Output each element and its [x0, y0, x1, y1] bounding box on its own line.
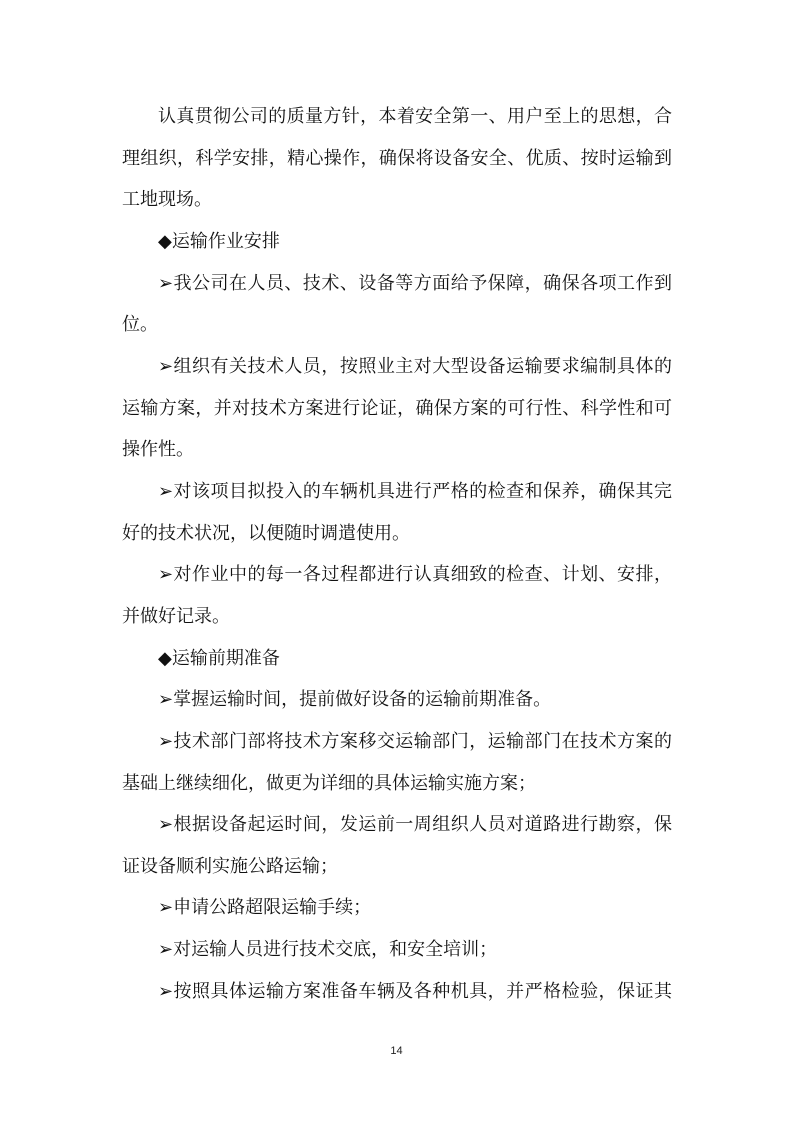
text-line: ➢申请公路超限运输手续；: [158, 897, 372, 919]
list-item: [122, 554, 672, 637]
text-line: ➢掌握运输时间，提前做好设备的运输前期准备。: [158, 689, 552, 711]
paragraph: [122, 96, 672, 221]
list-item: [122, 679, 672, 721]
text-line: 并做好记录。: [122, 605, 230, 627]
text-line: 运输方案，并对技术方案进行论证，确保方案的可行性、科学性和可: [122, 397, 672, 419]
text-line: ➢对该项目拟投入的车辆机具进行严格的检查和保养，确保其完: [158, 480, 672, 502]
text-line: ➢组织有关技术人员，按照业主对大型设备运输要求编制具体的: [158, 355, 672, 377]
text-line: ➢对作业中的每一各过程都进行认真细致的检查、计划、安排，: [158, 564, 672, 586]
text-line: 好的技术状况，以便随时调遣使用。: [122, 522, 410, 544]
text-line: 认真贯彻公司的质量方针，本着安全第一、用户至上的思想，合: [158, 106, 672, 127]
list-item: [122, 721, 672, 804]
text-line: ➢我公司在人员、技术、设备等方面给予保障，确保各项工作到: [158, 272, 672, 294]
text-line: 工地现场。: [122, 189, 212, 211]
text-line: 理组织，科学安排，精心操作，确保将设备安全、优质、按时运输到: [122, 147, 672, 169]
list-item: [122, 887, 672, 929]
text-line: 基础上继续细化，做更为详细的具体运输实施方案；: [122, 772, 536, 794]
list-item: [122, 346, 672, 471]
list-item: [122, 929, 672, 971]
section-heading-text: ◆运输前期准备: [158, 647, 280, 669]
document-body: [122, 96, 672, 1012]
list-item: [122, 263, 672, 346]
page-number: 14: [390, 1045, 403, 1057]
text-line: ➢对运输人员进行技术交底，和安全培训；: [158, 939, 498, 961]
text-line: 位。: [122, 314, 158, 336]
section-heading: [122, 638, 672, 680]
list-item: [122, 471, 672, 554]
list-item: [122, 971, 672, 1013]
text-line: ➢技术部门部将技术方案移交运输部门，运输部门在技术方案的: [158, 730, 672, 752]
section-heading: [122, 221, 672, 263]
list-item: [122, 804, 672, 887]
text-line: ➢按照具体运输方案准备车辆及各种机具，并严格检验，保证其: [158, 980, 672, 1002]
text-line: ➢根据设备起运时间，发运前一周组织人员对道路进行勘察，保: [158, 814, 672, 836]
text-line: 证设备顺利实施公路运输；: [122, 855, 338, 877]
section-heading-text: ◆运输作业安排: [158, 230, 280, 252]
text-line: 操作性。: [122, 439, 194, 461]
